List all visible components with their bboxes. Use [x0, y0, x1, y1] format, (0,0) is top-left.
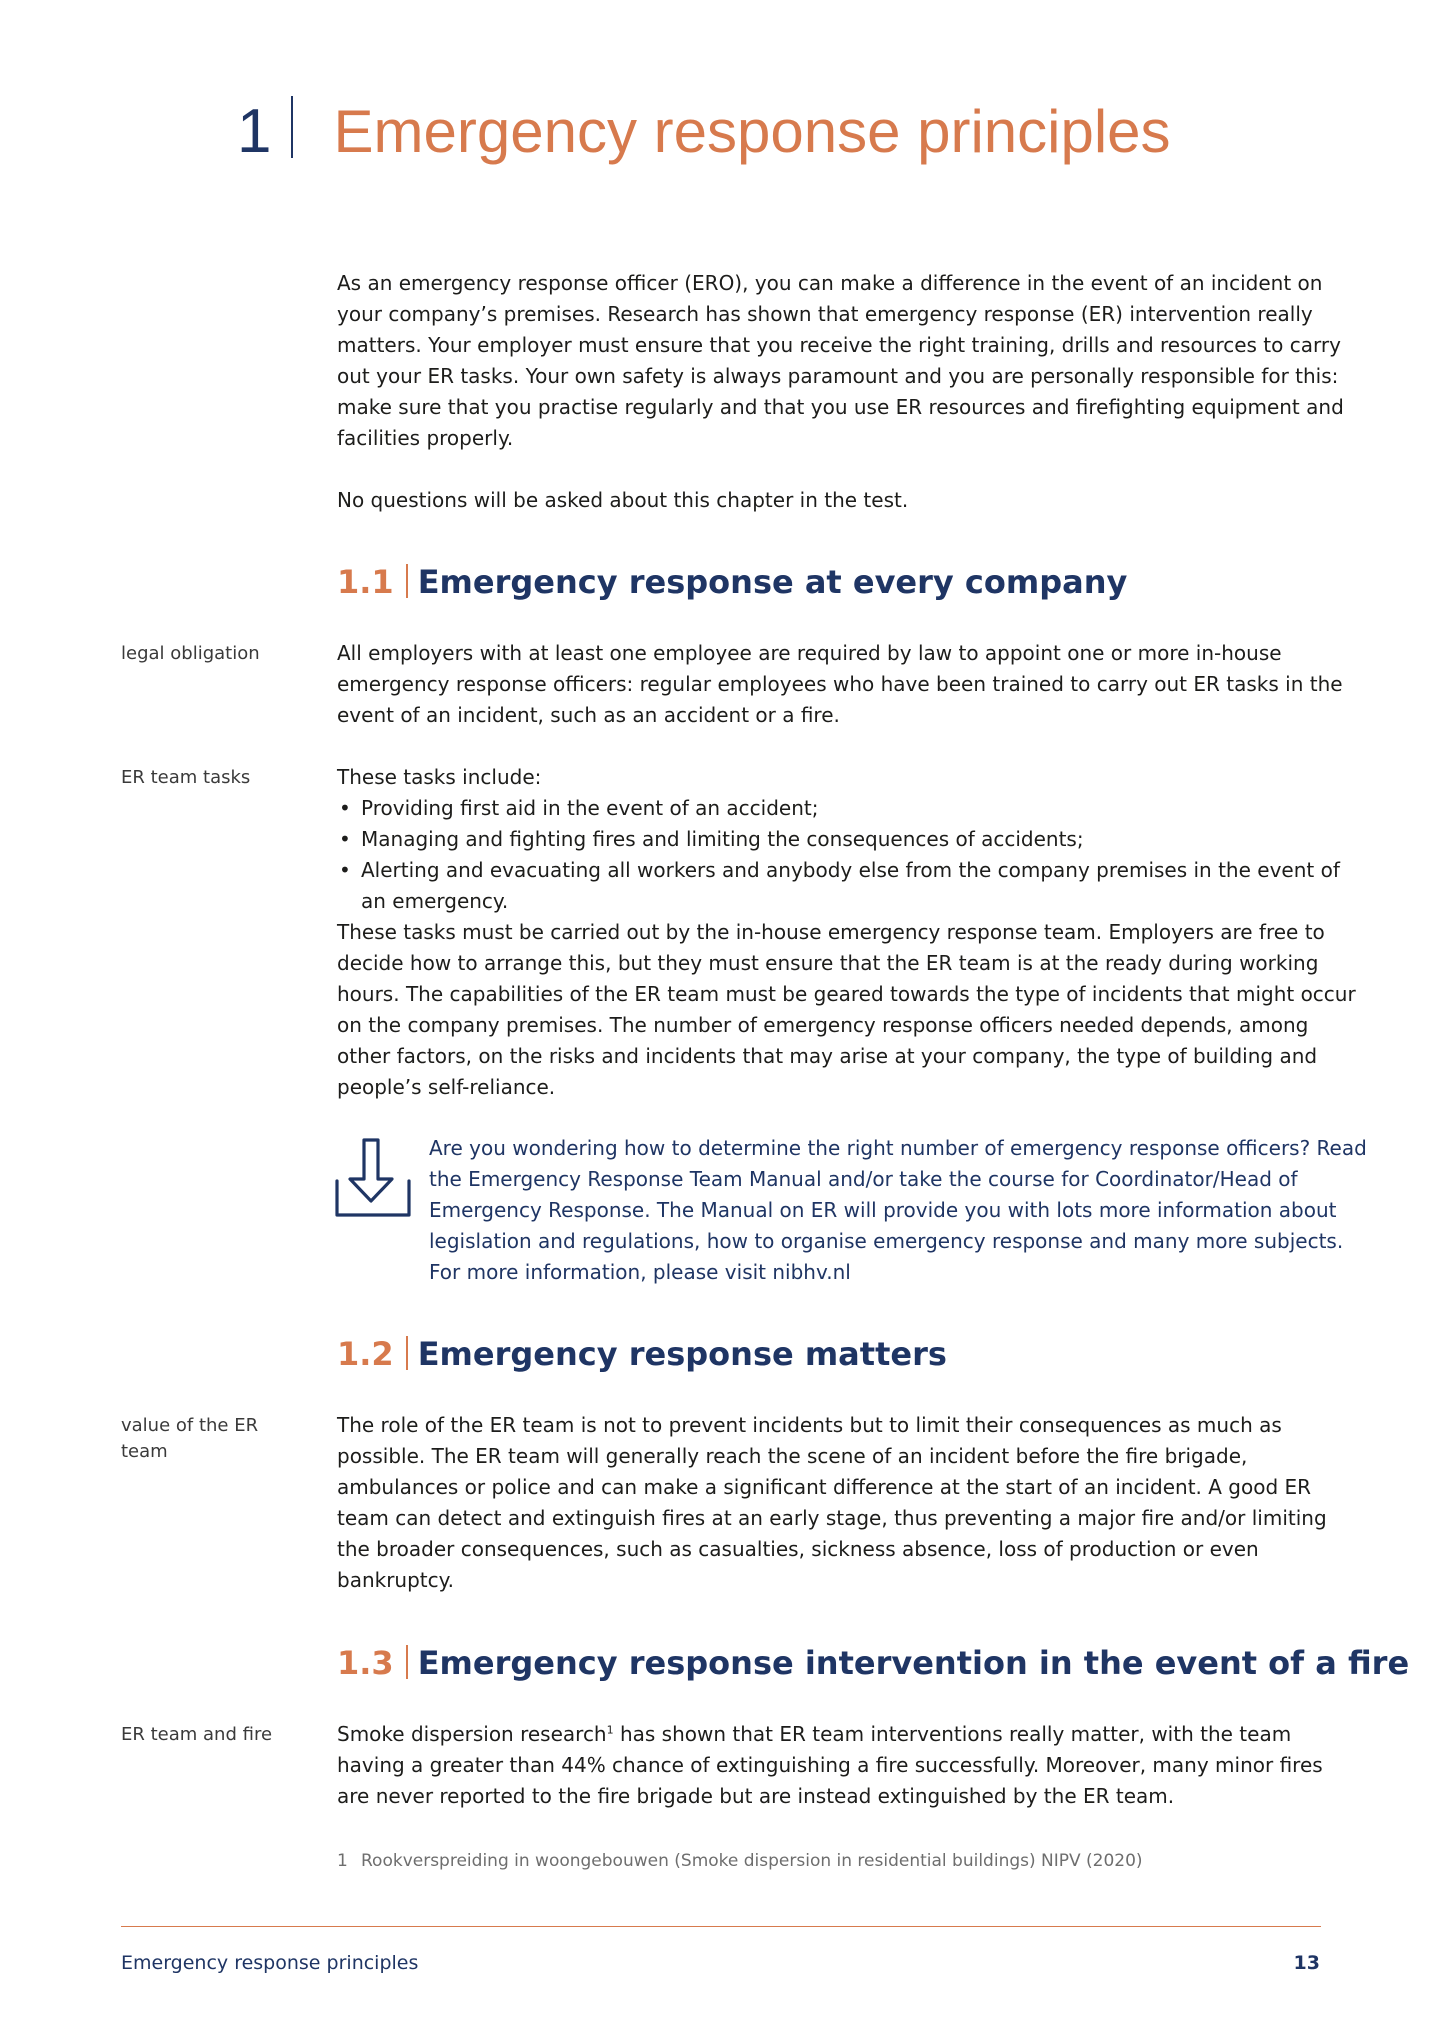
section-heading-1-3: [337, 1643, 1409, 1683]
margin-note-er-team-and-fire: ER team and fire: [121, 1724, 273, 1745]
section-title: Emergency response intervention in the event of a fire: [417, 1644, 1410, 1682]
download-arrow-icon: [334, 1137, 414, 1219]
tasks-paragraph: These tasks must be carried out by the in-house emergency response team. Employers are free to decide how to arrange this, but they must ensure that the ER team is at the ready during working hours. The capabilities of the ER team must be geared towards the type of incidents that might occur on the company premises. The number of emergency response officers needed depends, among other factors, on the risks and incidents that may arise at your company, the type of building and people’s self-reliance.: [337, 920, 1356, 1099]
list-item: • Providing first aid in the event of an accident;: [337, 793, 1357, 824]
footnote-text: Rookverspreiding in woongebouwen (Smoke dispersion in residential buildings) NIPV (2020): [361, 1851, 1143, 1871]
section-heading-1-1: [337, 562, 1127, 602]
margin-note-legal-obligation: legal obligation: [121, 643, 260, 664]
callout-text: Are you wondering how to determine the right number of emergency response officers? Read the Emergency Response Team Manual and/or take the course for Coordinator/Head of Emergency Response. The Manual on ER will provide you with lots more information about legislation and regulations, how to organise emergency response and many more subjects. For more information, please visit nibhv.nl: [429, 1136, 1367, 1284]
tasks-intro: These tasks include:: [337, 765, 542, 789]
chapter-number: 1: [237, 97, 272, 166]
margin-note-er-team-tasks: ER team tasks: [121, 767, 251, 788]
intro-paragraph: As an emergency response officer (ERO), you can make a difference in the event of an incident on your company’s premises. Research has shown that emergency response (ER) intervention really matters. Your employer must ensure that you receive the right training, drills and resources to carry out your ER tasks. Your own safety is always paramount and you are personally responsible for this: make sure that you practise regularly and that you use ER resources and firefighting equipment and facilities properly.: [337, 271, 1344, 450]
section-heading-1-2: [337, 1334, 947, 1374]
chapter-title-text: Emergency response principles: [333, 98, 1171, 165]
fire-paragraph-rest: has shown that ER team interventions really matter, with the team having a greater than 44% chance of extinguishing a fire successfully. Moreover, many minor fires are never reported to the fire brigade but are instead extinguished by the ER team.: [337, 1722, 1323, 1808]
intro-note: No questions will be asked about this chapter in the test.: [337, 488, 909, 512]
section-number: 1.2: [337, 1335, 394, 1373]
section-title: Emergency response at every company: [417, 563, 1128, 601]
footnote-ref: 1: [606, 1723, 614, 1737]
intro-section: [337, 268, 1357, 516]
legal-paragraph-text: All employers with at least one employee are required by law to appoint one or more in-house emergency response officers: regular employees who have been trained to carry out ER tasks in the event of an incident, such as an accident or a fire.: [337, 641, 1343, 727]
section-title: Emergency response matters: [417, 1335, 947, 1373]
section-divider: [406, 1645, 408, 1679]
footer-divider: [121, 1926, 1321, 1927]
value-section: [337, 1410, 1357, 1596]
page-number: 13: [1293, 1952, 1320, 1974]
tasks-section: [337, 762, 1357, 1103]
footnote: [337, 1849, 1357, 1873]
tasks-list: [337, 793, 1357, 917]
margin-note-value-of-er-team: value of the ER team: [121, 1415, 259, 1462]
fire-paragraph: [337, 1719, 1357, 1812]
footer-title: Emergency response principles: [121, 1952, 419, 1974]
list-item: • Managing and fighting fires and limiting the consequences of accidents;: [337, 824, 1357, 855]
legal-obligation-paragraph: [337, 638, 1357, 731]
chapter-title: [237, 92, 1171, 172]
footnote-number: 1: [337, 1851, 348, 1871]
value-paragraph: The role of the ER team is not to prevent incidents but to limit their consequences as much as possible. The ER team will generally reach the scene of an incident before the fire brigade, ambulances or police and can make a significant difference at the start of an incident. A good ER team can detect and extinguish fires at an early stage, thus preventing a major fire and/or limiting the broader consequences, such as casualties, sickness absence, loss of production or even bankruptcy.: [337, 1413, 1327, 1592]
section-number: 1.1: [337, 563, 394, 601]
section-divider: [406, 564, 408, 598]
chapter-divider: [291, 96, 293, 158]
fire-paragraph-start: Smoke dispersion research: [337, 1722, 607, 1746]
section-number: 1.3: [337, 1644, 394, 1682]
section-divider: [406, 1336, 408, 1370]
list-item: • Alerting and evacuating all workers and anybody else from the company premises in the event of an emergency.: [337, 855, 1357, 917]
fire-section: [337, 1719, 1357, 1812]
